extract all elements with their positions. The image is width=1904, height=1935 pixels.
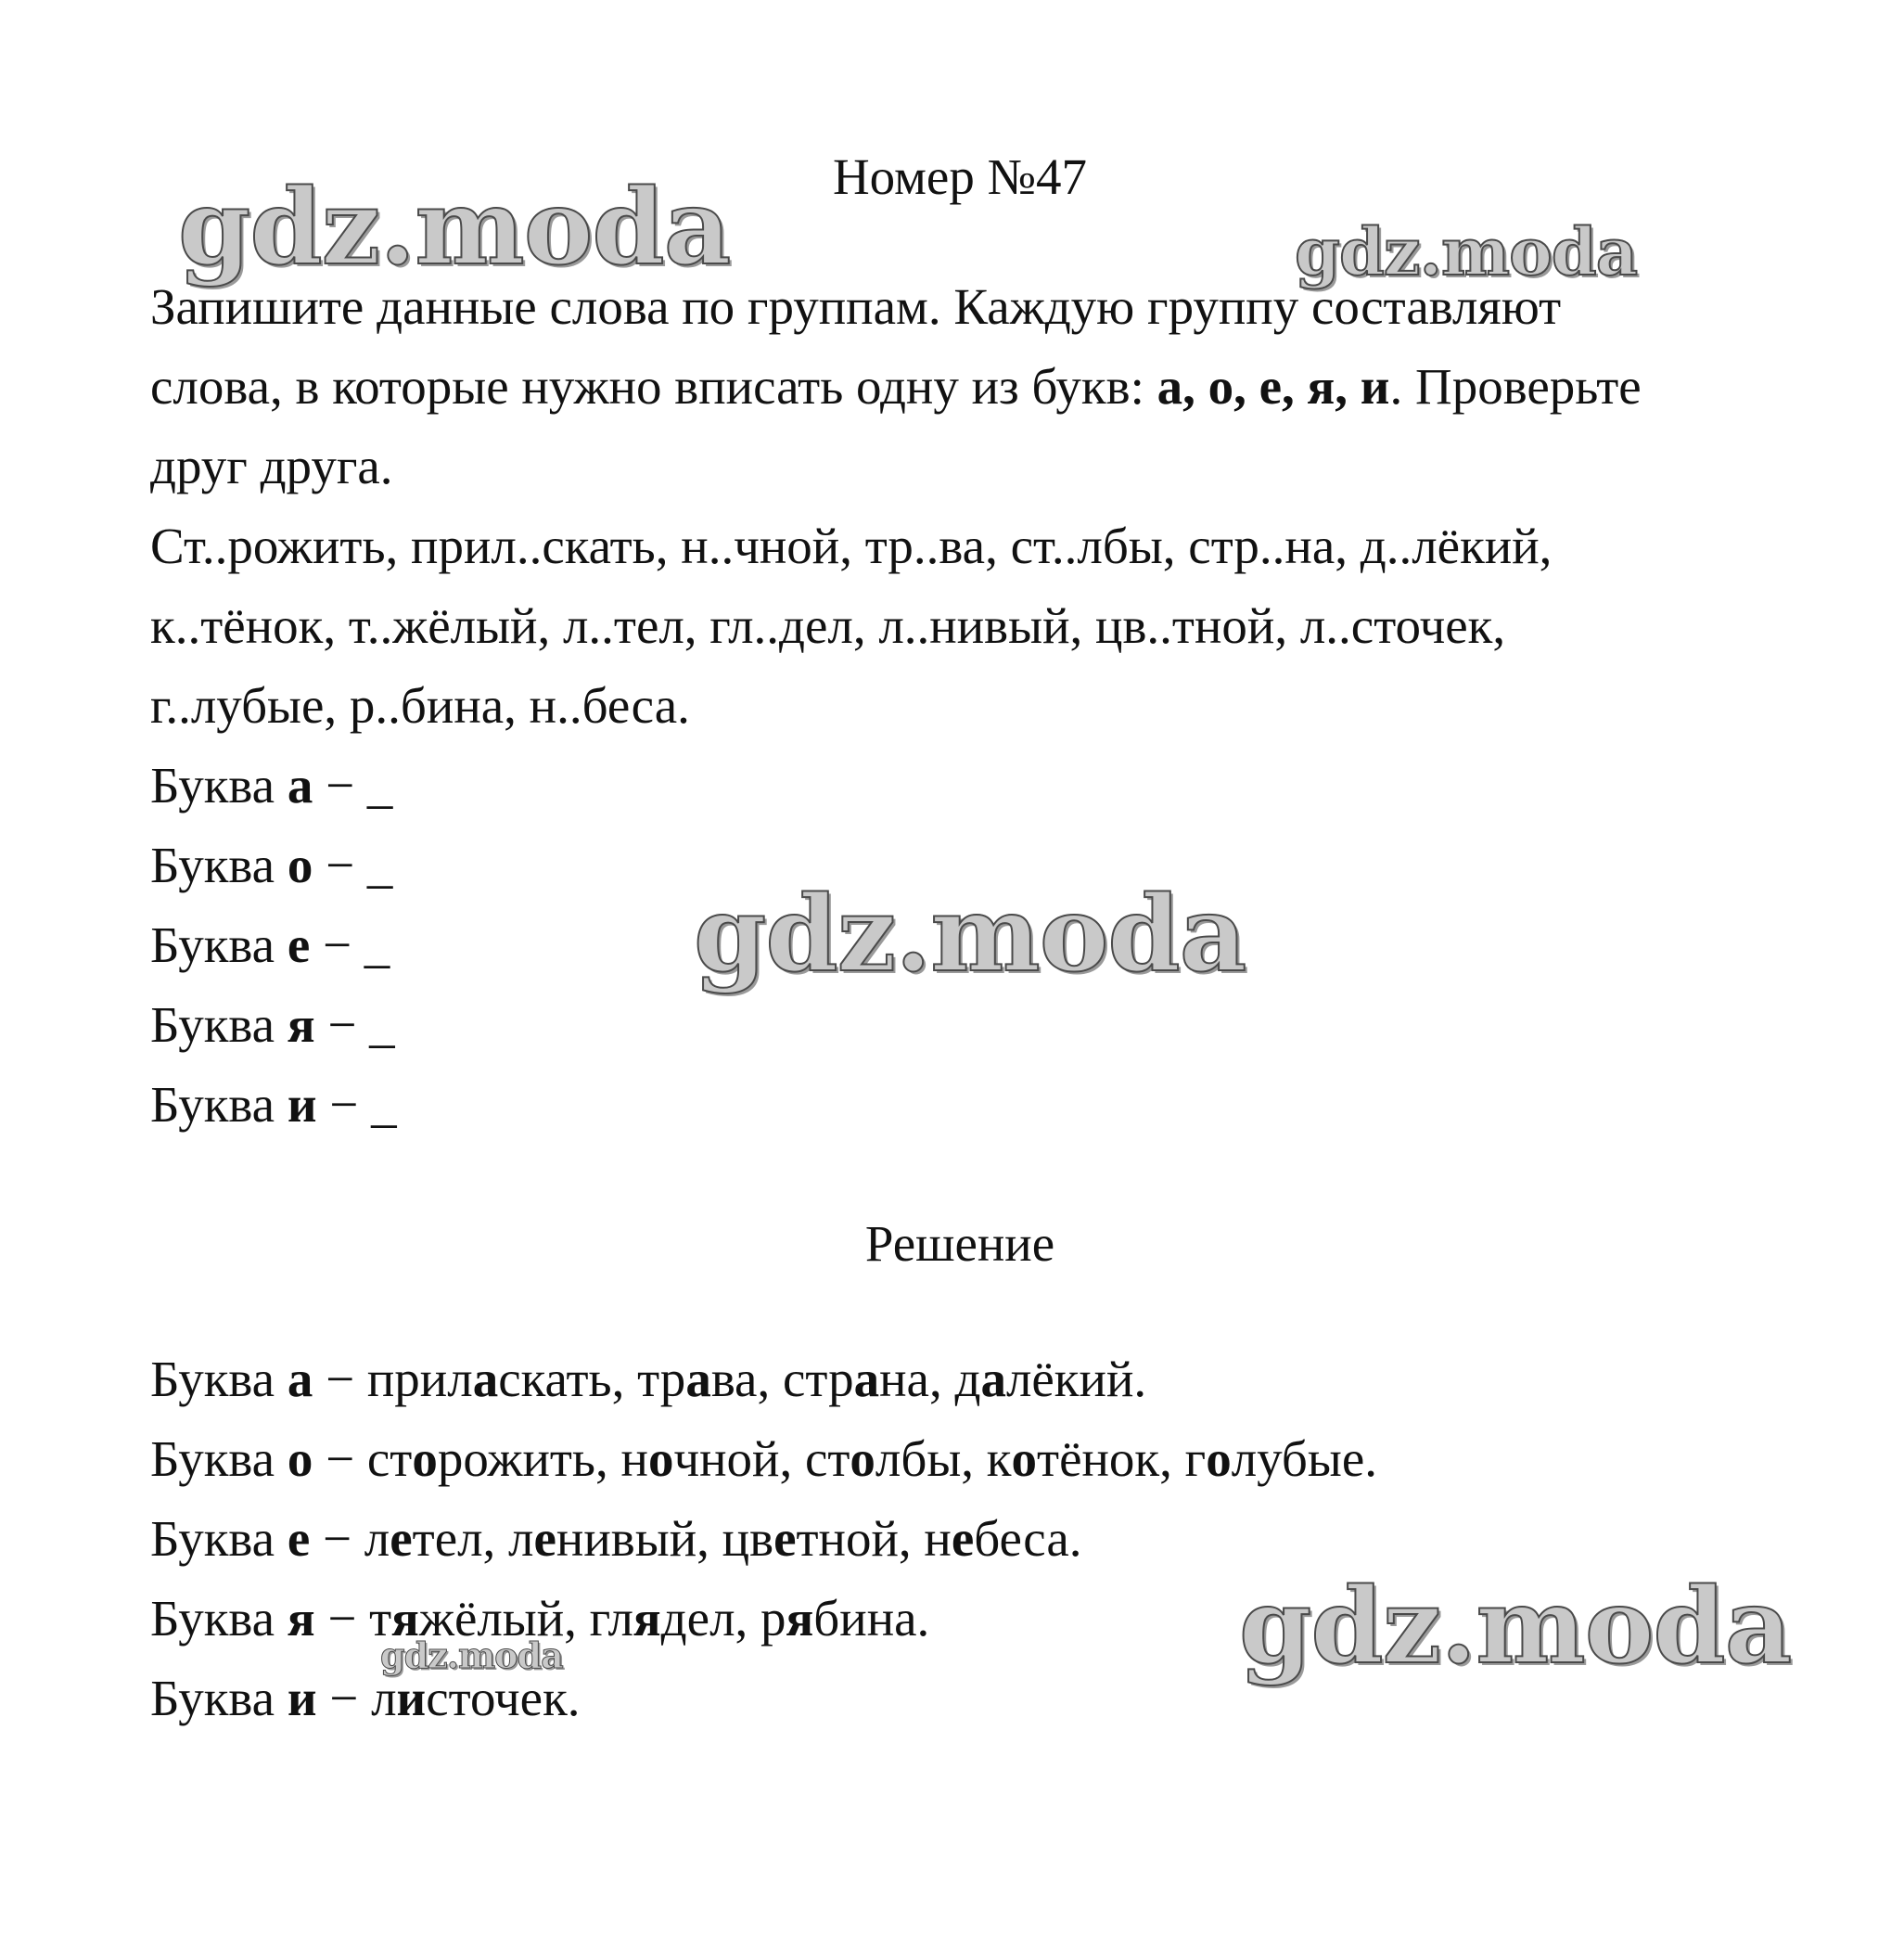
page-title: Номер №47 — [832, 148, 1088, 205]
row-text: бина. — [813, 1590, 930, 1647]
row-letter: я — [287, 1590, 315, 1647]
row-text: сточек. — [426, 1670, 581, 1726]
row-text: дел, р — [660, 1590, 786, 1647]
row-prefix: Буква — [150, 1670, 288, 1726]
inserted-letter: и — [396, 1670, 427, 1726]
blank-row-i — [150, 1074, 397, 1135]
row-text: жёлый, гл — [418, 1590, 633, 1647]
row-prefix: Буква — [150, 916, 288, 973]
row-letter: е — [287, 916, 311, 973]
row-text: чной, ст — [673, 1430, 850, 1487]
row-text: − л — [310, 1510, 390, 1567]
task-intro-line3: друг друга. — [150, 438, 393, 494]
row-prefix: Буква — [150, 837, 288, 893]
row-rest: − _ — [313, 837, 393, 893]
inserted-letter: я — [391, 1590, 419, 1647]
watermark-logo: gdz.moda — [694, 874, 1246, 995]
solution-row-o — [150, 1429, 1377, 1490]
row-text: − ст — [313, 1430, 413, 1487]
inserted-letter: о — [850, 1430, 875, 1487]
row-text: беса. — [974, 1510, 1082, 1567]
inserted-letter: о — [1206, 1430, 1232, 1487]
inserted-letter: а — [472, 1351, 499, 1407]
row-text: ва, стр — [710, 1351, 854, 1407]
row-text: лёкий. — [1005, 1351, 1147, 1407]
row-text: тной, н — [796, 1510, 952, 1567]
inserted-letter: е — [533, 1510, 556, 1567]
watermark-logo: gdz.moda — [178, 167, 731, 288]
row-text: − прил — [313, 1351, 473, 1407]
row-prefix: Буква — [150, 1510, 288, 1567]
row-letter: а — [287, 757, 313, 814]
inserted-letter: а — [853, 1351, 880, 1407]
task-words-line3: г..лубые, р..бина, н..беса. — [150, 677, 690, 734]
inserted-letter: е — [951, 1510, 975, 1567]
watermark-logo: gdz.moda — [1295, 213, 1638, 290]
solution-row-i — [150, 1668, 581, 1729]
blank-row-ya — [150, 994, 395, 1056]
solution-row-a — [150, 1349, 1146, 1410]
letters-list: а, о, е, я, и — [1156, 358, 1390, 415]
row-letter: и — [287, 1670, 317, 1726]
inserted-letter: о — [1011, 1430, 1038, 1487]
row-text: тел, л — [412, 1510, 534, 1567]
row-text: скать, тр — [498, 1351, 686, 1407]
row-rest: − _ — [313, 757, 393, 814]
task-words-line1: Ст..рожить, прил..скать, н..чной, тр..ва, ст..лбы, стр..на, д..лёкий, — [150, 518, 1553, 574]
row-letter: и — [287, 1076, 317, 1133]
row-prefix: Буква — [150, 1430, 288, 1487]
blank-row-a — [150, 755, 392, 816]
task-intro-line2 — [150, 356, 1642, 417]
solution-title: Решение — [864, 1215, 1055, 1272]
row-letter: о — [287, 1430, 313, 1487]
row-text: − т — [314, 1590, 392, 1647]
row-text: тёнок, г — [1037, 1430, 1207, 1487]
row-text: лубые. — [1231, 1430, 1378, 1487]
blank-row-e — [150, 915, 390, 976]
row-letter: а — [287, 1351, 313, 1407]
watermark-logo: gdz.moda — [1239, 1566, 1792, 1687]
inserted-letter: я — [786, 1590, 814, 1647]
row-letter: я — [287, 996, 315, 1053]
row-prefix: Буква — [150, 1590, 288, 1647]
row-text: − л — [316, 1670, 397, 1726]
row-rest: − _ — [310, 916, 390, 973]
row-rest: − _ — [314, 996, 395, 1053]
row-text: рожить, н — [437, 1430, 648, 1487]
intro-suffix: . Проверьте — [1389, 358, 1642, 415]
row-prefix: Буква — [150, 1351, 288, 1407]
intro-prefix: слова, в которые нужно вписать одну из букв: — [150, 358, 1157, 415]
inserted-letter: а — [685, 1351, 711, 1407]
blank-row-o — [150, 835, 392, 896]
row-letter: е — [287, 1510, 311, 1567]
task-words-line2: к..тёнок, т..жёлый, л..тел, гл..дел, л..нивый, цв..тной, л..сточек, — [150, 597, 1506, 654]
inserted-letter: о — [647, 1430, 674, 1487]
solution-row-e — [150, 1508, 1082, 1570]
inserted-letter: я — [633, 1590, 661, 1647]
row-text: нивый, цв — [556, 1510, 774, 1567]
task-intro-line1: Запишите данные слова по группам. Каждую группу составляют — [150, 278, 1562, 335]
row-letter: о — [287, 837, 313, 893]
row-prefix: Буква — [150, 1076, 288, 1133]
watermark-logo: gdz.moda — [380, 1634, 563, 1676]
inserted-letter: е — [390, 1510, 413, 1567]
row-text: на, д — [879, 1351, 981, 1407]
row-prefix: Буква — [150, 996, 288, 1053]
row-text: лбы, к — [875, 1430, 1012, 1487]
row-rest: − _ — [316, 1076, 397, 1133]
inserted-letter: а — [980, 1351, 1006, 1407]
inserted-letter: о — [412, 1430, 438, 1487]
row-prefix: Буква — [150, 757, 288, 814]
inserted-letter: е — [773, 1510, 797, 1567]
